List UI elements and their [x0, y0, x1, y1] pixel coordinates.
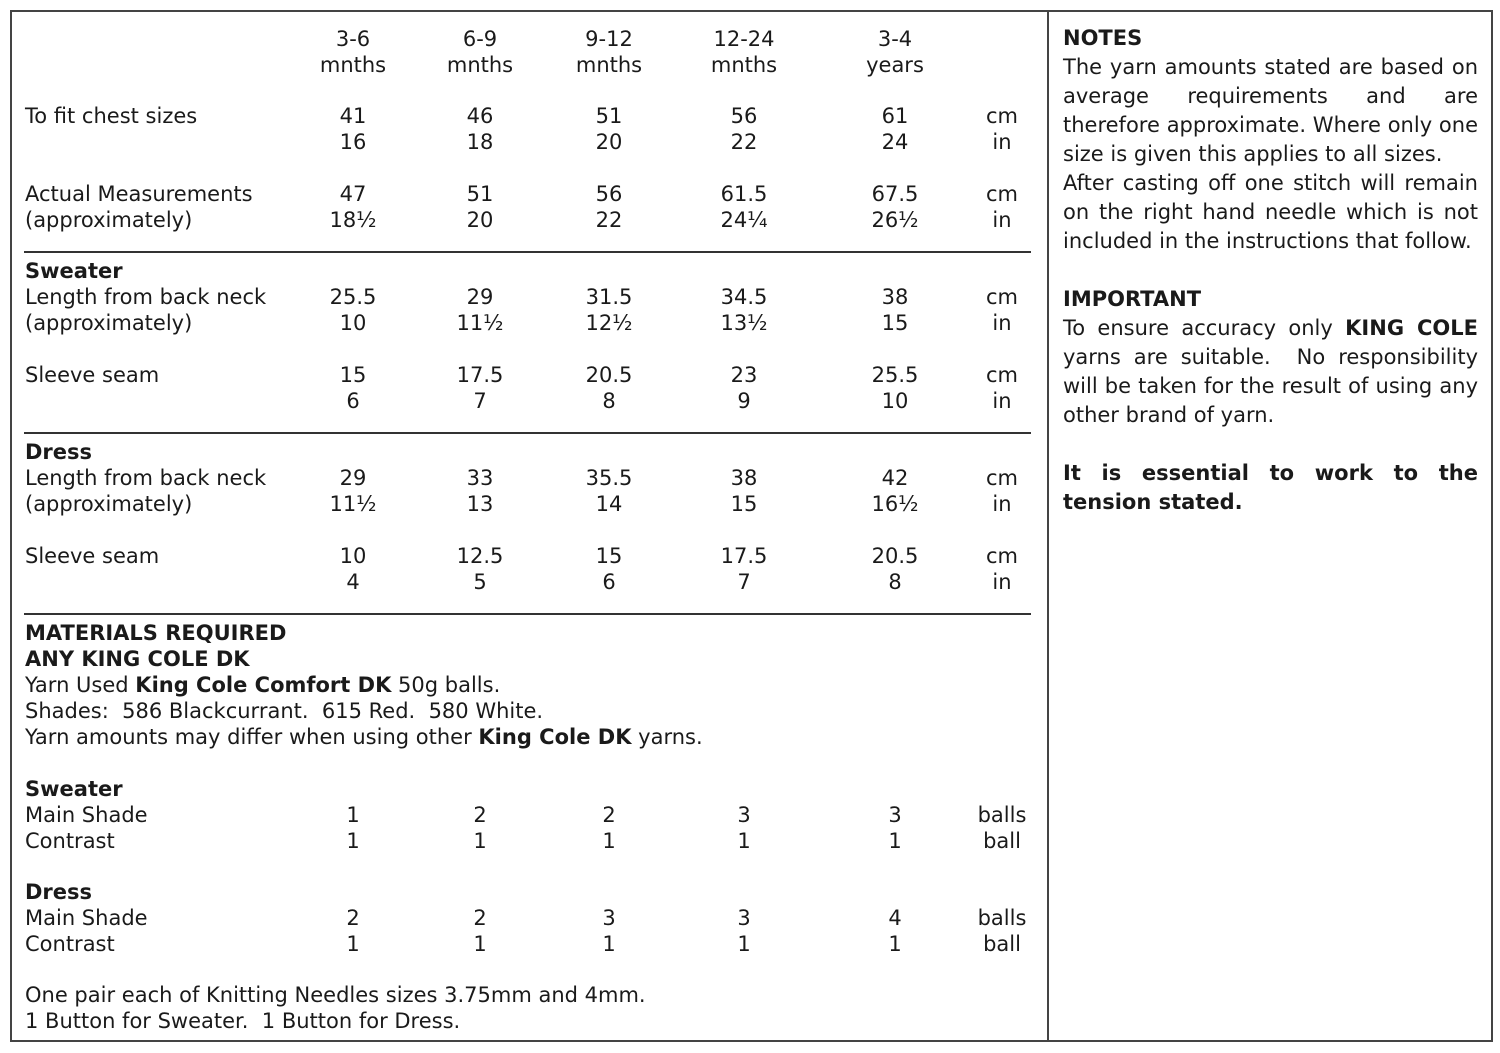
sweater-yarn-labels: Main Shade Contrast: [25, 803, 148, 853]
dress-sleeve-2: 12.5 5: [456, 544, 504, 594]
size-header-2: 6-9 mnths: [446, 27, 514, 77]
rule-sweater: [24, 251, 1031, 253]
sweater-sleeve-1: 15 6: [339, 363, 367, 413]
rule-materials: [24, 613, 1031, 615]
sweater-sleeve-3: 20.5 8: [585, 363, 633, 413]
dress-sleeve-1: 10 4: [339, 544, 367, 594]
column-divider: [1047, 10, 1049, 1042]
actual-value-3: 56 22: [595, 182, 623, 232]
dress-length-units: cm in: [985, 466, 1018, 516]
chest-value-4: 56 22: [730, 104, 758, 154]
sweater-length-4: 34.5 13½: [720, 285, 768, 335]
sweater-yarn-5: 3 1: [888, 803, 902, 853]
needles-line: One pair each of Knitting Needles sizes 3.75mm and 4mm.: [25, 983, 646, 1007]
dress-sleeve-units: cm in: [985, 544, 1018, 594]
tension-warning: It is essential to work to the tension stated.: [1063, 461, 1478, 514]
yarn-used-line: Yarn Used King Cole Comfort DK 50g balls.: [25, 673, 501, 697]
actual-units: cm in: [985, 182, 1018, 232]
dress-yarn-4: 3 1: [737, 906, 751, 956]
sweater-sleeve-4: 23 9: [730, 363, 758, 413]
dress-length-1: 29 11½: [329, 466, 377, 516]
sweater-yarn-2: 2 1: [473, 803, 487, 853]
notes-paragraph-1: The yarn amounts stated are based on average requirements and are therefore approximate. Where only one size is given this applies to all sizes.: [1063, 55, 1478, 166]
sweater-length-5: 38 15: [881, 285, 909, 335]
chest-label: To fit chest sizes: [25, 104, 198, 128]
notes-heading: NOTES: [1063, 26, 1143, 50]
sweater-length-label: Length from back neck (approximately): [25, 285, 267, 335]
size-header-3: 9-12 mnths: [575, 27, 643, 77]
size-header-1: 3-6 mnths: [319, 27, 387, 77]
materials-dress-heading: Dress: [25, 880, 93, 904]
buttons-line: 1 Button for Sweater. 1 Button for Dress.: [25, 1009, 461, 1033]
dress-sleeve-4: 17.5 7: [720, 544, 768, 594]
sweater-yarn-1: 1 1: [346, 803, 360, 853]
yarn-amounts-line: Yarn amounts may differ when using other King Cole DK yarns.: [25, 725, 703, 749]
dress-sleeve-3: 15 6: [595, 544, 623, 594]
sweater-sleeve-units: cm in: [985, 363, 1018, 413]
dress-length-label: Length from back neck (approximately): [25, 466, 267, 516]
sweater-heading: Sweater: [25, 259, 123, 283]
dress-yarn-3: 3 1: [602, 906, 616, 956]
sweater-sleeve-5: 25.5 10: [871, 363, 919, 413]
chest-units: cm in: [985, 104, 1018, 154]
actual-value-5: 67.5 26½: [871, 182, 919, 232]
important-heading: IMPORTANT: [1063, 287, 1202, 311]
dress-yarn-5: 4 1: [888, 906, 902, 956]
dress-sleeve-label: Sleeve seam: [25, 544, 160, 568]
chest-value-1: 41 16: [339, 104, 367, 154]
rule-dress: [24, 432, 1031, 434]
notes-section: [1063, 24, 1485, 517]
sweater-length-units: cm in: [985, 285, 1018, 335]
dress-length-4: 38 15: [730, 466, 758, 516]
dress-yarn-1: 2 1: [346, 906, 360, 956]
actual-value-1: 47 18½: [329, 182, 377, 232]
sweater-sleeve-label: Sleeve seam: [25, 363, 160, 387]
materials-heading: MATERIALS REQUIRED: [25, 621, 287, 645]
important-paragraph: To ensure accuracy only KING COLE yarns are suitable. No responsibility will be taken for the result of using any other brand of yarn.: [1063, 316, 1485, 427]
dress-sleeve-5: 20.5 8: [871, 544, 919, 594]
size-header-4: 12-24 mnths: [710, 27, 778, 77]
dress-length-3: 35.5 14: [585, 466, 633, 516]
size-header-5: 3-4 years: [866, 27, 924, 77]
sweater-length-3: 31.5 12½: [585, 285, 633, 335]
dress-yarn-labels: Main Shade Contrast: [25, 906, 148, 956]
chest-value-2: 46 18: [466, 104, 494, 154]
dress-yarn-units: balls ball: [977, 906, 1027, 956]
sweater-sleeve-2: 17.5 7: [456, 363, 504, 413]
materials-subheading: ANY KING COLE DK: [25, 647, 250, 671]
notes-paragraph-2: After casting off one stitch will remain on the right hand needle which is not included in the instructions that follow.: [1063, 171, 1478, 253]
shades-line: Shades: 586 Blackcurrant. 615 Red. 580 White.: [25, 699, 544, 723]
actual-value-2: 51 20: [466, 182, 494, 232]
dress-length-2: 33 13: [466, 466, 494, 516]
sweater-length-2: 29 11½: [456, 285, 504, 335]
dress-heading: Dress: [25, 440, 93, 464]
sweater-yarn-units: balls ball: [977, 803, 1027, 853]
materials-sweater-heading: Sweater: [25, 777, 123, 801]
dress-yarn-2: 2 1: [473, 906, 487, 956]
chest-value-5: 61 24: [881, 104, 909, 154]
sweater-yarn-4: 3 1: [737, 803, 751, 853]
sweater-yarn-3: 2 1: [602, 803, 616, 853]
chest-value-3: 51 20: [595, 104, 623, 154]
sweater-length-1: 25.5 10: [329, 285, 377, 335]
dress-length-5: 42 16½: [871, 466, 919, 516]
actual-label: Actual Measurements (approximately): [25, 182, 253, 232]
actual-value-4: 61.5 24¼: [720, 182, 768, 232]
